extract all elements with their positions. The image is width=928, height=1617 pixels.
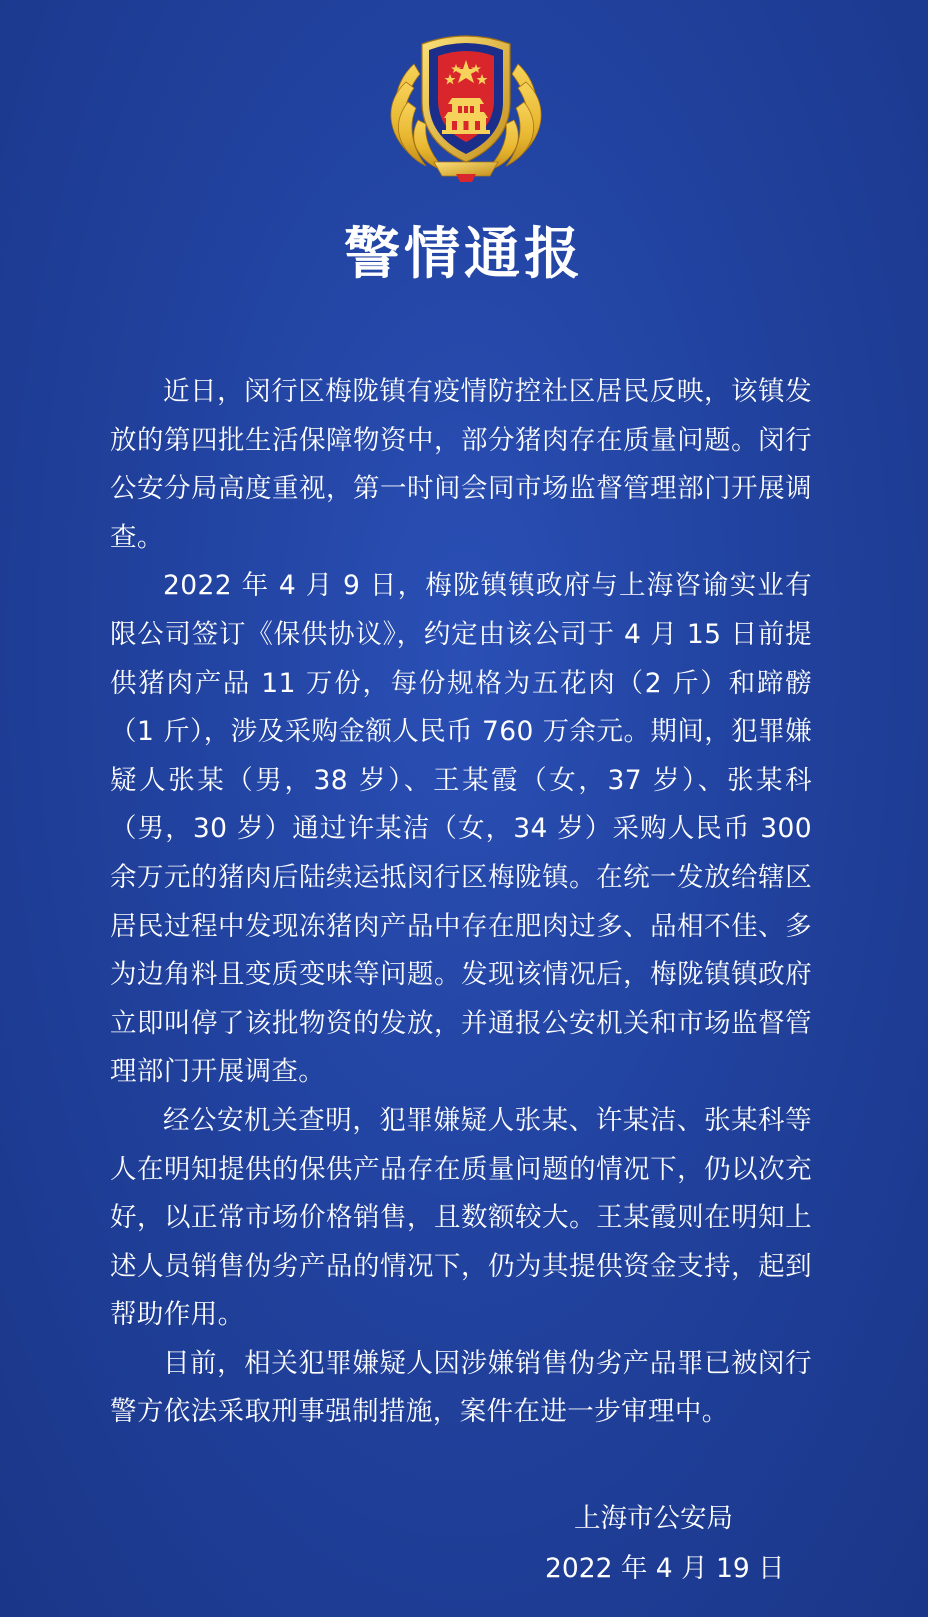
notice-paragraph: 2022 年 4 月 9 日，梅陇镇镇政府与上海咨谕实业有限公司签订《保供协议》，约定由该公司于 4 月 15 日前提供猪肉产品 11 万份，每份规格为五花肉（2 斤）和蹄髈（1 斤），涉及采购金额人民币 760 万余元。期间，犯罪嫌疑人张某（男，38 岁）、王某霞（女，37 岁）、张某科（男，30 岁）通过许某洁（女，34 岁）采购人民币 300 余万元的猪肉后陆续运抵闵行区梅陇镇。在统一发放给辖区居民过程中发现冻猪肉产品中存在肥肉过多、品相不佳、多为边角料且变质变味等问题。发现该情况后，梅陇镇镇政府立即叫停了该批物资的发放，并通报公安机关和市场监督管理部门开展调查。 xyxy=(110,570,812,1088)
notice-paragraph: 近日，闵行区梅陇镇有疫情防控社区居民反映，该镇发放的第四批生活保障物资中，部分猪肉存在质量问题。闵行公安分局高度重视，第一时间会同市场监督管理部门开展调查。 xyxy=(110,376,812,553)
signature-date: 2022 年 4 月 19 日 xyxy=(545,1553,785,1584)
police-emblem-icon xyxy=(378,24,554,184)
notice-paragraph: 目前，相关犯罪嫌疑人因涉嫌销售伪劣产品罪已被闵行警方依法采取刑事强制措施，案件在进一步审理中。 xyxy=(110,1347,812,1428)
notice-title: 警情通报 xyxy=(344,222,584,287)
signature-organization: 上海市公安局 xyxy=(574,1503,733,1534)
notice-body xyxy=(110,368,812,1437)
notice-paragraph: 经公安机关查明，犯罪嫌疑人张某、许某洁、张某科等人在明知提供的保供产品存在质量问题的情况下，仍以次充好，以正常市场价格销售，且数额较大。王某霞则在明知上述人员销售伪劣产品的情况下，仍为其提供资金支持，起到帮助作用。 xyxy=(110,1104,812,1331)
